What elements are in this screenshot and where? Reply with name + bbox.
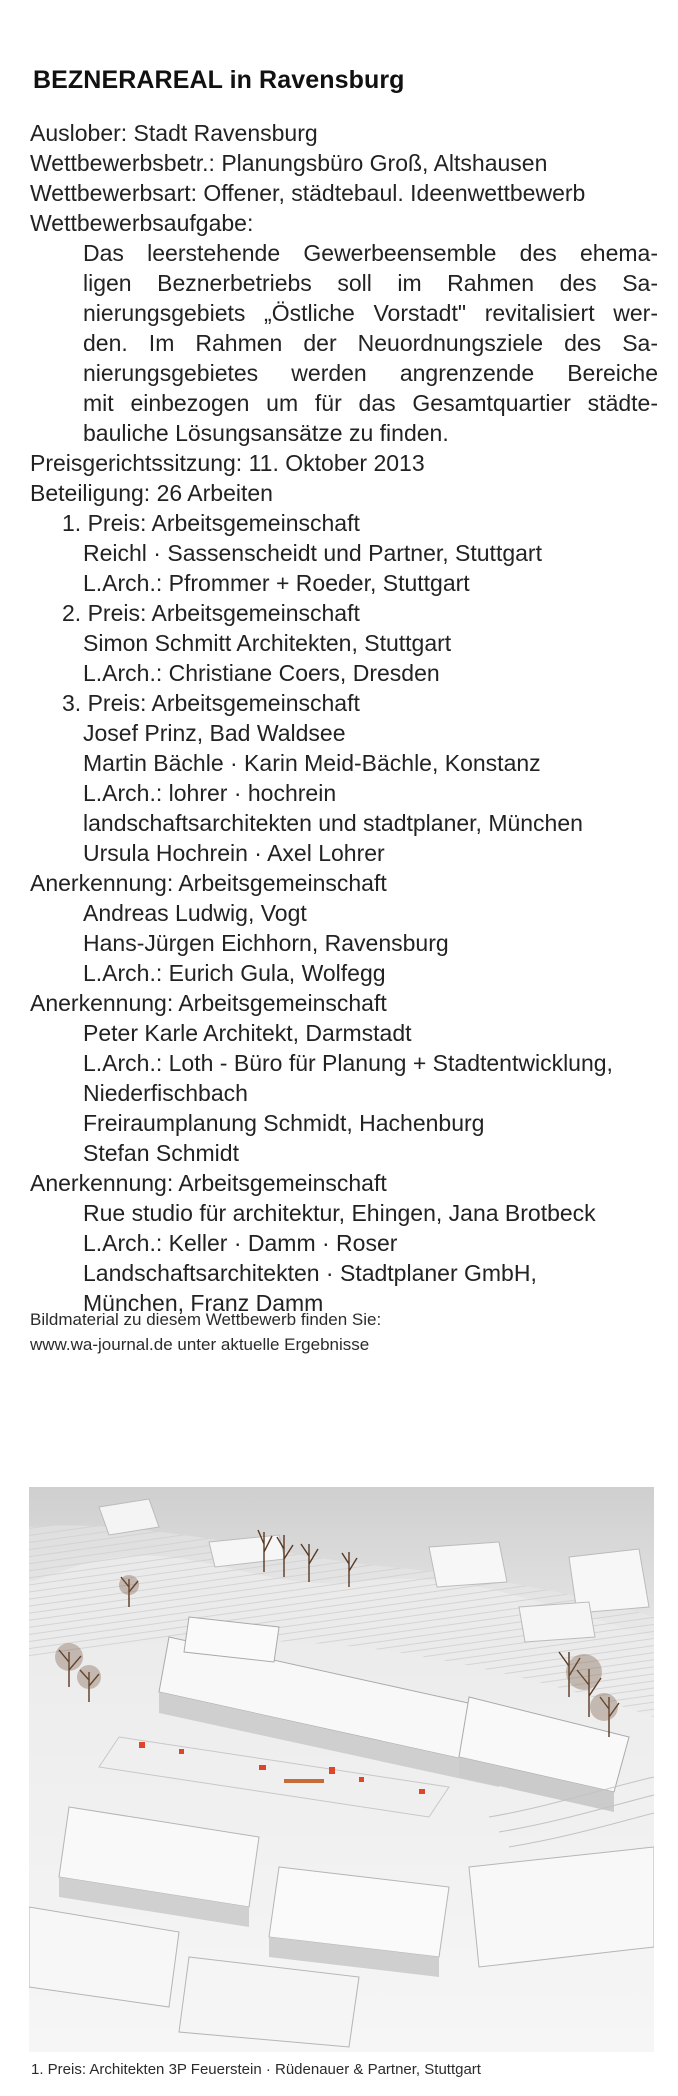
award-head: Anerkennung: Arbeitsgemeinschaft: [30, 1170, 387, 1196]
aufgabe-line: den. Im Rahmen der Neuordnungsziele des Sa-: [83, 330, 658, 356]
award-line: Hans-Jürgen Eichhorn, Ravensburg: [83, 930, 449, 956]
model-photo-illustration: [29, 1487, 654, 2052]
competition-facts: [30, 118, 660, 1318]
award-line: Ursula Hochrein · Axel Lohrer: [83, 840, 385, 866]
aufgabe-line: nierungsgebiets „Östliche Vorstadt" revitalisiert wer-: [83, 300, 658, 326]
award-line: landschaftsarchitekten und stadtplaner, München: [83, 810, 583, 836]
beteiligung-line: Beteiligung: 26 Arbeiten: [30, 480, 273, 506]
sitzung-line: Preisgerichtssitzung: 11. Oktober 2013: [30, 450, 425, 476]
award-head: 3. Preis: Arbeitsgemeinschaft: [62, 690, 360, 716]
award-line: L.Arch.: Christiane Coers, Dresden: [83, 660, 440, 686]
image-material-note: [30, 1307, 660, 1357]
award-line: Andreas Ludwig, Vogt: [83, 900, 307, 926]
award-line: Peter Karle Architekt, Darmstadt: [83, 1020, 412, 1046]
award-line: Josef Prinz, Bad Waldsee: [83, 720, 346, 746]
award-line: Landschaftsarchitekten · Stadtplaner GmbH,: [83, 1260, 537, 1286]
aufgabe-line: bauliche Lösungsansätze zu finden.: [83, 420, 449, 446]
aufgabe-line: nierungsgebietes werden angrenzende Bereiche: [83, 360, 658, 386]
wettbewerbsart-line: Wettbewerbsart: Offener, städtebaul. Ideenwettbewerb: [30, 180, 586, 206]
award-line: Simon Schmitt Architekten, Stuttgart: [83, 630, 452, 656]
award-head: 1. Preis: Arbeitsgemeinschaft: [62, 510, 360, 536]
betreuung-line: Wettbewerbsbetr.: Planungsbüro Groß, Altshausen: [30, 150, 548, 176]
award-head: Anerkennung: Arbeitsgemeinschaft: [30, 990, 387, 1016]
aufgabe-label: Wettbewerbsaufgabe:: [30, 210, 254, 236]
aufgabe-text: [30, 238, 660, 448]
award-head: Anerkennung: Arbeitsgemeinschaft: [30, 870, 387, 896]
award-line: Niederfischbach: [83, 1080, 248, 1106]
auslober-line: Auslober: Stadt Ravensburg: [30, 120, 318, 146]
aufgabe-line: mit einbezogen um für das Gesamtquartier städte-: [83, 390, 658, 416]
award-line: Rue studio für architektur, Ehingen, Jana Brotbeck: [83, 1200, 596, 1226]
photo-caption: 1. Preis: Architekten 3P Feuerstein · Rüdenauer & Partner, Stuttgart: [31, 2061, 481, 2078]
award-line: Freiraumplanung Schmidt, Hachenburg: [83, 1110, 485, 1136]
model-photo: [29, 1487, 654, 2052]
award-line: Martin Bächle · Karin Meid-Bächle, Konstanz: [83, 750, 541, 776]
note-url: www.wa-journal.de unter aktuelle Ergebnisse: [30, 1335, 370, 1354]
aufgabe-line: ligen Beznerbetriebs soll im Rahmen des Sa-: [83, 270, 658, 296]
award-line: L.Arch.: Pfrommer + Roeder, Stuttgart: [83, 570, 470, 596]
award-line: Reichl · Sassenscheidt und Partner, Stuttgart: [83, 540, 542, 566]
note-line: Bildmaterial zu diesem Wettbewerb finden Sie:: [30, 1310, 382, 1329]
award-head: 2. Preis: Arbeitsgemeinschaft: [62, 600, 360, 626]
award-line: L.Arch.: Keller · Damm · Roser: [83, 1230, 398, 1256]
aufgabe-line: Das leerstehende Gewerbeensemble des ehema-: [83, 240, 658, 266]
article-title: BEZNERAREAL in Ravensburg: [33, 66, 405, 94]
award-line: L.Arch.: Loth - Büro für Planung + Stadtentwicklung,: [83, 1050, 613, 1076]
award-line: Stefan Schmidt: [83, 1140, 239, 1166]
award-line: München, Franz Damm: [83, 1290, 324, 1316]
award-line: L.Arch.: lohrer · hochrein: [83, 780, 337, 806]
award-line: L.Arch.: Eurich Gula, Wolfegg: [83, 960, 386, 986]
